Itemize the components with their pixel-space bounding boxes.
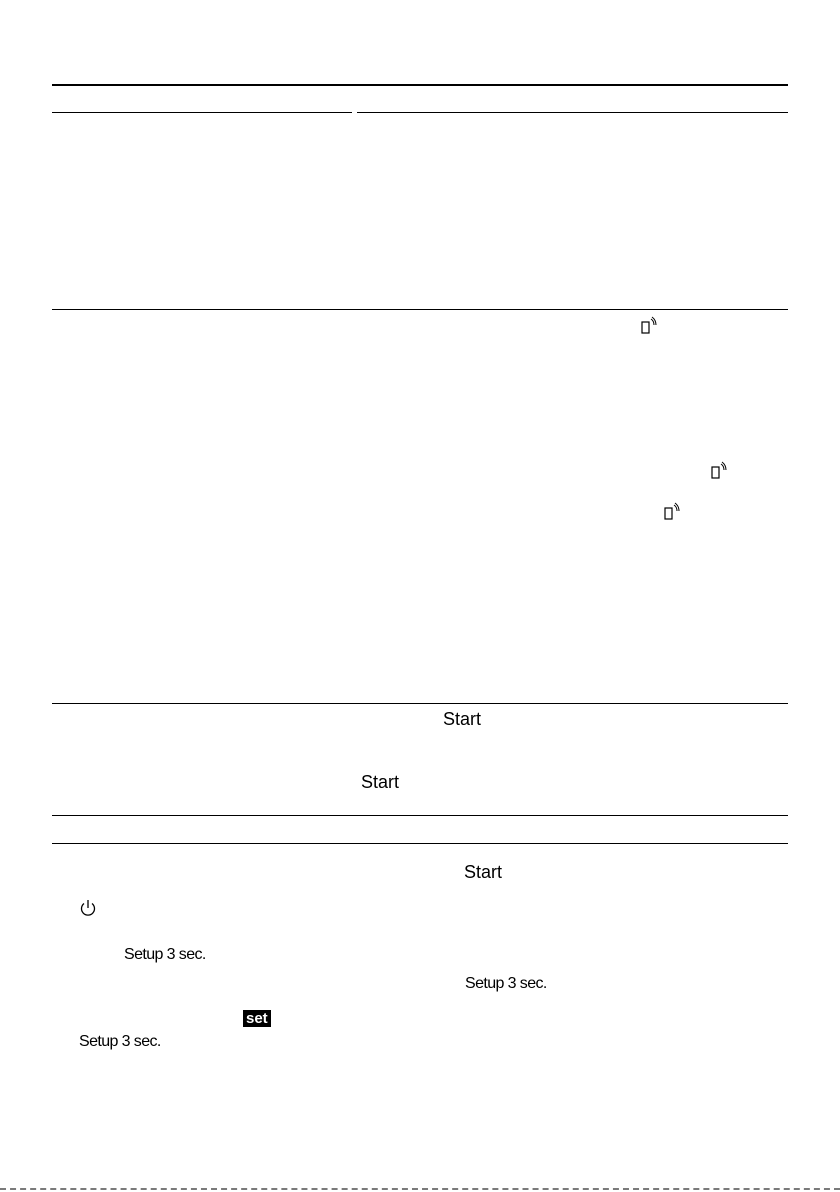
- page-bottom-edge: [0, 1188, 840, 1190]
- row-divider: [52, 703, 788, 704]
- row-divider: [52, 309, 788, 310]
- start-label: Start: [464, 862, 503, 882]
- setup-label: Setup 3 sec.: [465, 975, 547, 992]
- remote-start-icon: [662, 501, 682, 521]
- start-label: Start: [443, 709, 482, 729]
- remote-start-icon: [709, 460, 729, 480]
- start-label: Start: [361, 772, 400, 792]
- row-divider: [52, 843, 788, 844]
- power-icon: [78, 898, 98, 918]
- setup-label: Setup 3 sec.: [79, 1033, 161, 1050]
- table-top-rule: [52, 84, 788, 86]
- set-display-indicator: set: [243, 1010, 271, 1027]
- remote-start-icon: [639, 315, 659, 335]
- setup-label: Setup 3 sec.: [124, 946, 206, 963]
- header-rule-left: [52, 112, 352, 113]
- header-rule-right: [357, 112, 788, 113]
- row-divider: [52, 815, 788, 816]
